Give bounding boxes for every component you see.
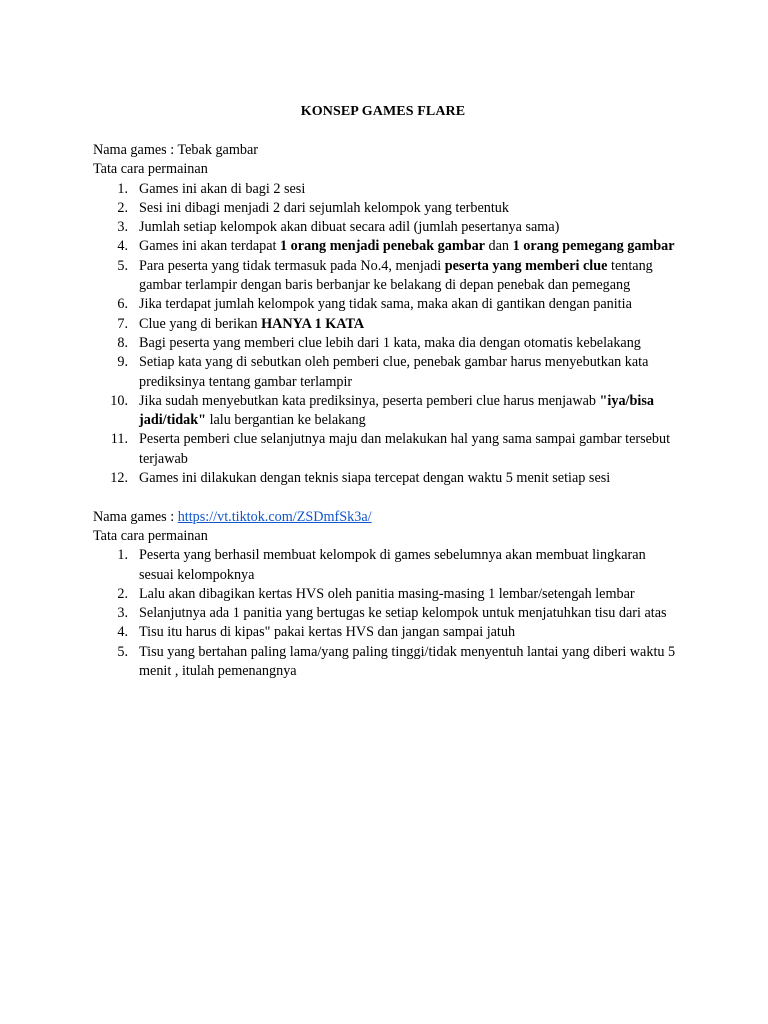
game-name-label: Nama games : (93, 142, 178, 158)
bold-text: 1 orang pemegang gambar (512, 238, 675, 255)
list-item (93, 604, 683, 623)
list-item-text: Tisu itu harus di kipas" pakai kertas HVS dan jangan sampai jatuh (139, 624, 516, 641)
list-item-text: Games ini dilakukan dengan teknis siapa tercepat dengan waktu 5 menit setiap sesi (139, 470, 611, 487)
list-item-text: Jika terdapat jumlah kelompok yang tidak sama, maka akan di gantikan dengan panitia (139, 296, 632, 313)
bold-text: "iya/bisa jadi/tidak" (139, 392, 654, 429)
bold-text: 1 orang menjadi penebak gambar (280, 238, 485, 255)
list-item (93, 199, 683, 218)
list-item-text: dan (484, 238, 513, 255)
list-item (93, 218, 683, 237)
list-item-number: 6. (117, 296, 128, 313)
rules-list (93, 180, 683, 489)
rules-heading: Tata cara permainan (93, 161, 208, 178)
list-item-number: 2. (117, 585, 128, 602)
list-item-text: Para peserta yang tidak termasuk pada No.4, menjadi (139, 257, 445, 274)
list-item-text: Peserta yang berhasil membuat kelompok di games sebelumnya akan membuat lingkaran sesuai kelompoknya (139, 547, 646, 583)
bold-text: peserta yang memberi clue (444, 257, 608, 274)
list-item (93, 334, 683, 353)
list-item-text: Lalu akan dibagikan kertas HVS oleh panitia masing-masing 1 lembar/setengah lembar (139, 585, 635, 602)
list-item-number: 10. (110, 392, 128, 409)
list-item (93, 430, 683, 469)
list-item-number: 1. (117, 547, 128, 564)
bold-text: HANYA 1 KATA (261, 315, 365, 332)
list-item-number: 5. (117, 257, 128, 274)
list-item (93, 585, 683, 604)
list-item-number: 3. (117, 219, 128, 236)
list-item (93, 623, 683, 642)
list-item-text: Jumlah setiap kelompok akan dibuat secara adil (jumlah pesertanya sama) (139, 219, 560, 236)
list-item-text: Jika sudah menyebutkan kata prediksinya, peserta pemberi clue harus menjawab (139, 392, 600, 409)
game-section-1 (93, 141, 683, 488)
game-name-label: Nama games : (93, 508, 178, 525)
list-item-text: lalu bergantian ke belakang (206, 412, 366, 429)
list-item (93, 643, 683, 682)
list-item (93, 546, 683, 585)
list-item-number: 3. (117, 605, 128, 622)
game-name-line (93, 141, 683, 160)
game-name-line (93, 508, 683, 527)
list-item (93, 295, 683, 314)
list-item-number: 4. (117, 624, 128, 641)
list-item-number: 4. (117, 238, 128, 255)
document-title: KONSEP GAMES FLARE (300, 104, 466, 119)
rules-heading: Tata cara permainan (93, 527, 208, 544)
list-item-number: 7. (117, 315, 128, 332)
list-item-text: Tisu yang bertahan paling lama/yang paling tinggi/tidak menyentuh lantai yang diberi waktu 5 menit , itulah pemenangnya (139, 643, 676, 680)
list-item-number: 2. (117, 199, 128, 216)
list-item-number: 1. (117, 180, 128, 197)
rules-list (93, 546, 683, 681)
tiktok-link[interactable]: https://vt.tiktok.com/ZSDmfSk3a/ (177, 508, 372, 525)
list-item-text: Sesi ini dibagi menjadi 2 dari sejumlah kelompok yang terbentuk (139, 199, 509, 216)
list-item-number: 12. (110, 470, 128, 487)
list-item (93, 315, 683, 334)
list-item-text: Peserta pemberi clue selanjutnya maju dan melakukan hal yang sama sampai gambar tersebut terjawab (139, 431, 671, 467)
list-item-number: 5. (117, 643, 128, 660)
list-item-text: Games ini akan di bagi 2 sesi (139, 180, 306, 197)
list-item (93, 180, 683, 199)
list-item (93, 469, 683, 488)
list-item-text: Bagi peserta yang memberi clue lebih dari 1 kata, maka dia dengan otomatis kebelakang (139, 334, 641, 351)
list-item (93, 237, 683, 256)
document-body (93, 141, 683, 701)
list-item-number: 11. (110, 431, 128, 448)
list-item (93, 392, 683, 431)
list-item (93, 353, 683, 392)
game-name-value: Tebak gambar (177, 142, 258, 158)
list-item (93, 257, 683, 296)
game-section-2 (93, 508, 683, 682)
list-item-text: Selanjutnya ada 1 panitia yang bertugas ke setiap kelompok untuk menjatuhkan tisu dari atas (139, 605, 667, 622)
list-item-number: 8. (117, 334, 128, 351)
list-item-text: Clue yang di berikan (139, 315, 262, 332)
list-item-text: Games ini akan terdapat (139, 238, 281, 255)
list-item-number: 9. (117, 354, 128, 371)
list-item-text: Setiap kata yang di sebutkan oleh pemberi clue, penebak gambar harus menyebutkan kata prediksinya tentang gambar terlampir (139, 354, 649, 390)
list-item-text: tentang gambar terlampir dengan baris berbanjar ke belakang di depan penebak dan pemegang (139, 257, 653, 294)
